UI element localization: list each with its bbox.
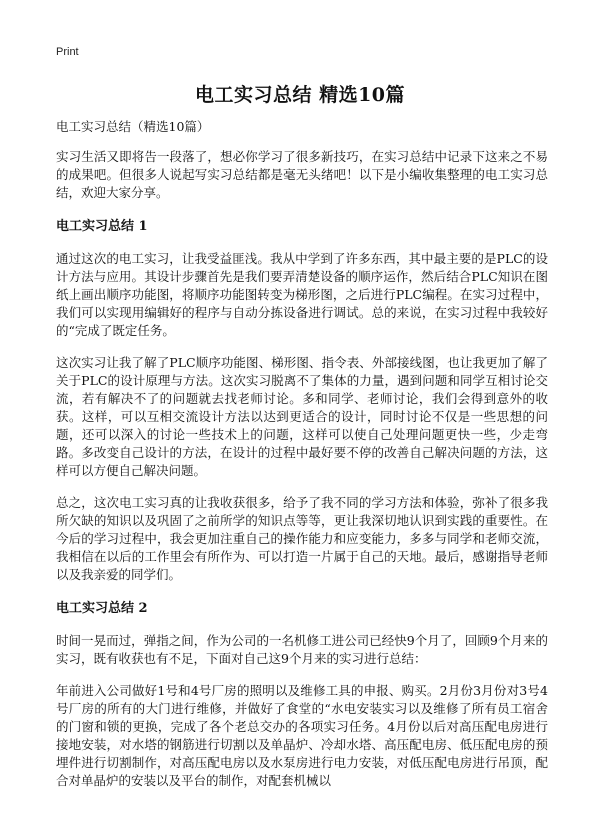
section-1-paragraph-3: 总之，这次电工实习真的让我收获很多，给予了我不同的学习方法和体验，弥补了很多我所欠缺的知识以及巩固了之前所学的知识点等等，更让我深切地认识到实践的重要性。在今后的学习过程中，我会更加注重自己的操作能力和应变能力，多多与同学和老师交流，我相信在以后的工作里会有所作为、可以打造一片属于自己的天地。最后，感谢指导老师以及我亲爱的同学们。 — [56, 495, 548, 582]
document-body — [56, 118, 548, 804]
section-heading-1: 电工实习总结 1 — [56, 219, 148, 234]
print-label: Print — [56, 46, 79, 58]
section-1-paragraph-2: 这次实习让我了解了PLC顺序功能图、梯形图、指令表、外部接线图，也让我更加了解了关于PLC的设计原理与方法。这次实习脱离不了集体的力量，遇到问题和同学互相讨论交流，若有解决不了的问题就去找老师讨论。多和同学、老师讨论，我们会得到意外的收获。这样，可以互相交流设计方法以达到更适合的设计，同时讨论不仅是一些思想的问题，还可以深入的讨论一些技术上的问题，这样可以使自己处理问题更快一些，少走弯路。多改变自己设计的方法，在设计的过程中最好要不停的改善自己解决问题的方法，这样可以方便自己解决问题。 — [56, 355, 548, 478]
section-heading-2: 电工实习总结 2 — [56, 601, 148, 616]
section-2-paragraph-1: 时间一晃而过，弹指之间，作为公司的一名机修工进公司已经快9个月了，回顾9个月来的实习，既有收获也有不足，下面对自己这9个月来的实习进行总结： — [56, 633, 548, 666]
section-2-paragraph-2: 年前进入公司做好1号和4号厂房的照明以及维修工具的申报、购买。2月份3月份对3号4号厂房的所有的大门进行维修，并做好了食堂的“水电安装实习以及维修了所有员工宿舍的门窗和锁的更换，完成了各个老总交办的各项实习任务。4月份以后对高压配电房进行接地安装，对水塔的钢筋进行切割以及单晶炉、冷却水塔、高压配电房、低压配电房的预埋件进行切割制作，对高压配电房以及水泵房进行电力安装，对低压配电房进行吊顶，配合对单晶炉的安装以及平台的制作，对配套机械以 — [56, 683, 548, 788]
intro-paragraph: 实习生活又即将告一段落了，想必你学习了很多新技巧，在实习总结中记录下这来之不易的成果吧。但很多人说起写实习总结都是毫无头绪吧！以下是小编收集整理的电工实习总结，欢迎大家分享。 — [56, 149, 548, 200]
document-subtitle: 电工实习总结（精选10篇） — [56, 119, 210, 134]
section-1-paragraph-1: 通过这次的电工实习，让我受益匪浅。我从中学到了许多东西，其中最主要的是PLC的设计方法与应用。其设计步骤首先是我们要弄清楚设备的顺序运作，然后结合PLC知识在图纸上画出顺序功能图，将顺序功能图转变为梯形图，之后进行PLC编程。在实习过程中，我们可以实现用编辑好的程序与自动分拣设备进行调试。总的来说，在实习过程中我较好的“完成了既定任务。 — [56, 251, 548, 338]
document-title: 电工实习总结 精选10篇 — [194, 84, 406, 106]
